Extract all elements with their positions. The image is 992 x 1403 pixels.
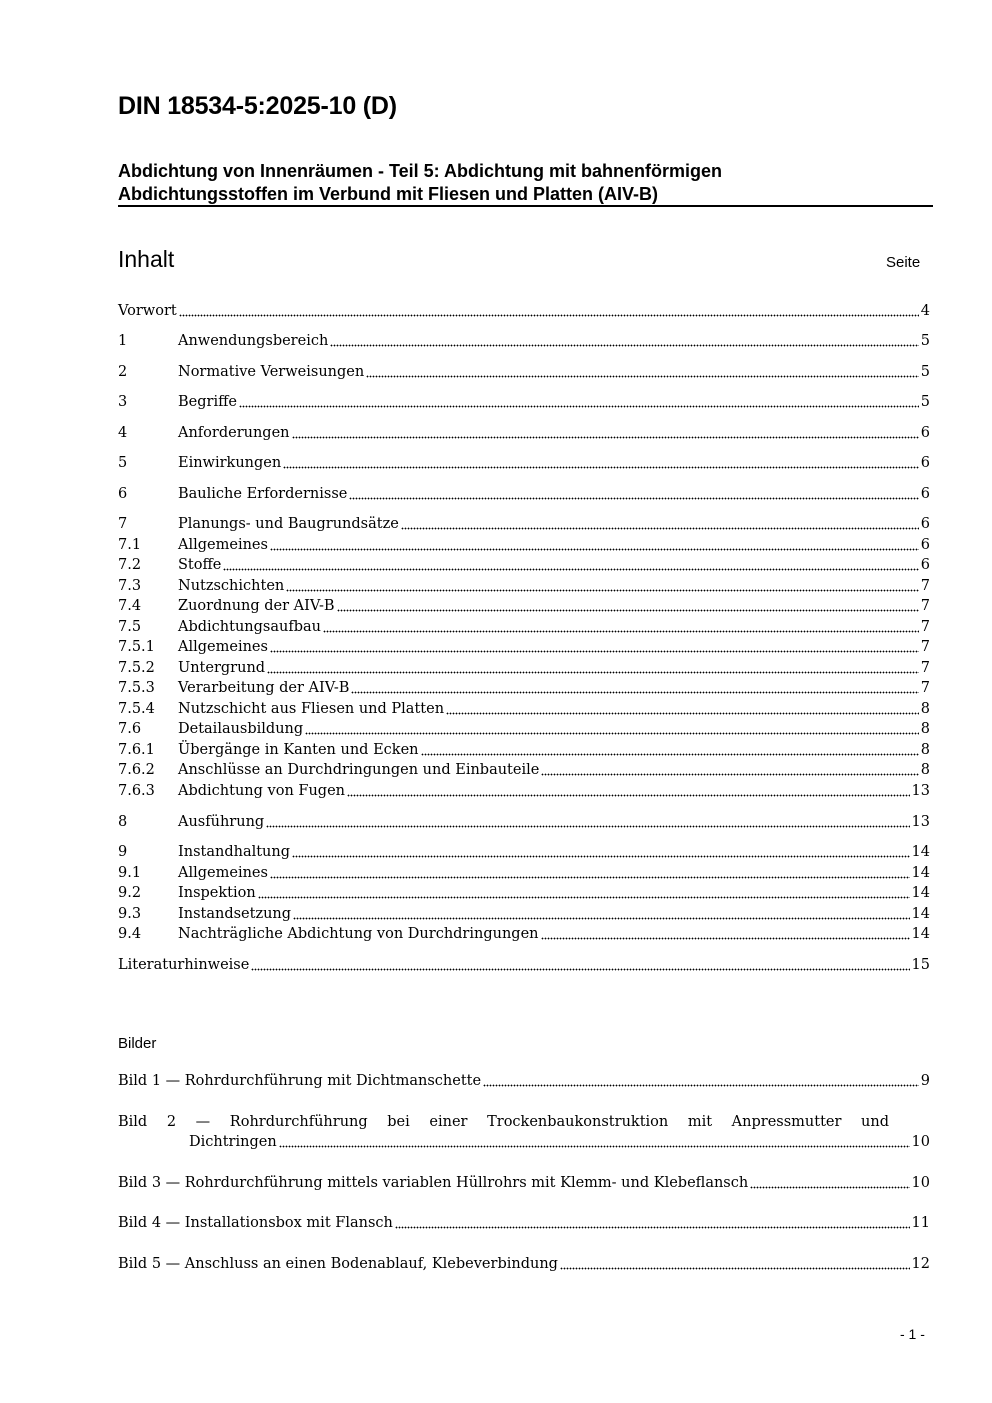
toc-entry-page: 6 — [920, 455, 930, 471]
toc-leader-dots — [279, 1136, 910, 1148]
figure-entry-page: 11 — [911, 1215, 930, 1231]
toc-entry-page: 8 — [920, 701, 930, 717]
toc-entry-page: 6 — [920, 425, 930, 441]
contents-heading: Inhalt — [118, 246, 175, 272]
figure-entry-title: Bild 1 — Rohrdurchführung mit Dichtmanschette — [118, 1073, 482, 1089]
toc-entry-7-6[interactable] — [118, 719, 930, 739]
toc-entry-number: 7 — [118, 516, 128, 532]
toc-entry-9-1[interactable] — [118, 863, 930, 883]
toc-leader-dots — [541, 928, 910, 940]
toc-entry-7-5-1[interactable] — [118, 637, 930, 657]
toc-leader-dots — [347, 785, 910, 797]
toc-entry-5[interactable] — [118, 453, 930, 473]
toc-entry-title: Detailausbildung — [178, 721, 304, 737]
toc-entry-title: Allgemeines — [178, 639, 268, 655]
toc-entry-title: Zuordnung der AIV-B — [178, 598, 335, 614]
toc-entry-page: 7 — [920, 680, 930, 696]
toc-entry-page: 6 — [920, 537, 930, 553]
toc-entry-title: Verarbeitung der AIV-B — [178, 680, 350, 696]
toc-entry-page: 8 — [920, 762, 930, 778]
toc-entry-page: 14 — [911, 865, 930, 881]
toc-entry-page: 7 — [920, 660, 930, 676]
toc-entry-title: Anschlüsse an Durchdringungen und Einbauteile — [178, 762, 540, 778]
toc-leader-dots — [305, 723, 919, 735]
toc-leader-dots — [270, 539, 919, 551]
toc-leader-dots — [179, 305, 919, 317]
toc-entry-title: Ausführung — [178, 814, 265, 830]
toc-leader-dots — [330, 335, 918, 347]
page-number: - 1 - — [900, 1326, 925, 1342]
figure-entry-page: 9 — [920, 1073, 930, 1089]
toc-entry-number: 9.1 — [118, 865, 142, 881]
toc-leader-dots — [267, 662, 919, 674]
page-column-label: Seite — [886, 254, 921, 271]
toc-entry-9[interactable] — [118, 842, 930, 862]
toc-entry-number: 9.4 — [118, 926, 142, 942]
toc-entry-title: Nutzschicht aus Fliesen und Platten — [178, 701, 445, 717]
toc-leader-dots — [286, 580, 919, 592]
toc-leader-dots — [446, 703, 919, 715]
toc-entry-page: 7 — [920, 619, 930, 635]
toc-entry-title: Einwirkungen — [178, 455, 282, 471]
toc-entry-page: 7 — [920, 639, 930, 655]
figure-entry-title: Bild 5 — Anschluss an einen Bodenablauf, Klebeverbindung — [118, 1256, 558, 1272]
toc-entry-4[interactable] — [118, 423, 930, 443]
toc-entry-number: 4 — [118, 425, 128, 441]
toc-entry-title: Allgemeines — [178, 537, 268, 553]
figure-entry-page: 10 — [911, 1134, 930, 1150]
toc-entry-number: 5 — [118, 455, 128, 471]
toc-entry-page: 6 — [920, 516, 930, 532]
toc-entry-title: Instandsetzung — [178, 906, 292, 922]
toc-entry-7-5-4[interactable] — [118, 699, 930, 719]
figure-entry-title: Bild 3 — Rohrdurchführung mittels variablen Hüllrohrs mit Klemm- und Klebeflansch — [118, 1175, 749, 1191]
toc-entry-9-2[interactable] — [118, 883, 930, 903]
toc-entry-title: Nutzschichten — [178, 578, 285, 594]
toc-entry-number: 6 — [118, 486, 128, 502]
toc-entry-number: 1 — [118, 333, 128, 349]
figure-entry-title-continued: Dichtringen — [189, 1134, 277, 1150]
toc-entry-page: 14 — [911, 844, 930, 860]
toc-leader-dots — [293, 908, 909, 920]
toc-entry-title: Anwendungsbereich — [178, 333, 329, 349]
toc-entry-number: 7.6.2 — [118, 762, 155, 778]
toc-entry-page: 14 — [911, 885, 930, 901]
toc-entry-number: 3 — [118, 394, 128, 410]
toc-leader-dots — [366, 366, 919, 378]
toc-entry-title: Instandhaltung — [178, 844, 291, 860]
toc-entry-number: 7.5.4 — [118, 701, 155, 717]
toc-entry-3[interactable] — [118, 392, 930, 412]
figure-entry-2-line-2[interactable] — [189, 1132, 930, 1152]
toc-entry-title: Vorwort — [118, 303, 177, 319]
toc-entry-title: Normative Verweisungen — [178, 364, 365, 380]
toc-entry-page: 6 — [920, 486, 930, 502]
toc-entry-7-5-3[interactable] — [118, 678, 930, 698]
toc-leader-dots — [270, 641, 919, 653]
toc-entry-page: 5 — [920, 364, 930, 380]
toc-entry-6[interactable] — [118, 484, 930, 504]
figure-entry-5[interactable] — [118, 1254, 930, 1274]
toc-entry-title: Stoffe — [178, 557, 222, 573]
toc-entry-7-1[interactable] — [118, 535, 930, 555]
figure-entry-page: 10 — [911, 1175, 930, 1191]
toc-entry-page: 13 — [911, 814, 930, 830]
figure-entry-1[interactable] — [118, 1071, 930, 1091]
toc-leader-dots — [401, 518, 919, 530]
toc-entry-7-5-2[interactable] — [118, 658, 930, 678]
toc-entry-page: 6 — [920, 557, 930, 573]
toc-entry-title: Abdichtungsaufbau — [178, 619, 321, 635]
document-title-line-1: Abdichtung von Innenräumen - Teil 5: Abdichtung mit bahnenförmigen — [118, 161, 722, 181]
toc-entry-page: 8 — [920, 742, 930, 758]
toc-leader-dots — [323, 621, 919, 633]
figures-heading: Bilder — [118, 1035, 157, 1052]
toc-leader-dots — [750, 1177, 909, 1189]
toc-entry-7-6-2[interactable] — [118, 760, 930, 780]
toc-leader-dots — [258, 887, 910, 899]
toc-entry-7-4[interactable] — [118, 596, 930, 616]
toc-leader-dots — [266, 816, 909, 828]
toc-entry-title: Anforderungen — [178, 425, 290, 441]
toc-entry-page: 7 — [920, 598, 930, 614]
toc-leader-dots — [560, 1258, 910, 1270]
toc-entry-page: 15 — [911, 957, 930, 973]
toc-entry-page: 14 — [911, 926, 930, 942]
toc-entry-9-3[interactable] — [118, 904, 930, 924]
toc-entry-title: Allgemeines — [178, 865, 268, 881]
toc-entry-number: 7.5.2 — [118, 660, 155, 676]
document-id: DIN 18534-5:2025-10 (D) — [118, 92, 397, 120]
toc-entry-page: 5 — [920, 394, 930, 410]
toc-entry-page: 14 — [911, 906, 930, 922]
toc-entry-number: 7.5.3 — [118, 680, 155, 696]
figure-entry-page: 12 — [911, 1256, 930, 1272]
figure-entry-title: Bild 2 — Rohrdurchführung bei einer Trockenbaukonstruktion mit Anpressmutter und — [118, 1114, 889, 1130]
toc-leader-dots — [292, 846, 910, 858]
toc-leader-dots — [483, 1075, 919, 1087]
toc-entry-number: 7.6 — [118, 721, 142, 737]
toc-entry-7-2[interactable] — [118, 555, 930, 575]
toc-entry-title: Nachträgliche Abdichtung von Durchdringungen — [178, 926, 539, 942]
document-title — [118, 160, 933, 206]
toc-entry-title: Begriffe — [178, 394, 237, 410]
toc-entry-title: Abdichtung von Fugen — [178, 783, 345, 799]
toc-leader-dots — [349, 488, 918, 500]
toc-entry-bibliography[interactable] — [118, 955, 930, 975]
toc-leader-dots — [270, 867, 910, 879]
toc-leader-dots — [239, 396, 919, 408]
toc-entry-number: 7.5.1 — [118, 639, 155, 655]
toc-entry-number: 7.3 — [118, 578, 142, 594]
toc-leader-dots — [283, 457, 919, 469]
toc-leader-dots — [395, 1217, 910, 1229]
toc-entry-foreword[interactable] — [118, 301, 930, 321]
toc-entry-number: 7.6.3 — [118, 783, 155, 799]
toc-entry-number: 7.4 — [118, 598, 142, 614]
toc-entry-title: Inspektion — [178, 885, 256, 901]
toc-entry-number: 9 — [118, 844, 128, 860]
figure-entry-title: Bild 4 — Installationsbox mit Flansch — [118, 1215, 393, 1231]
toc-entry-page: 8 — [920, 721, 930, 737]
toc-entry-number: 9.2 — [118, 885, 142, 901]
toc-leader-dots — [251, 959, 909, 971]
toc-entry-page: 4 — [920, 303, 930, 319]
toc-entry-7[interactable] — [118, 514, 930, 534]
toc-entry-number: 8 — [118, 814, 128, 830]
toc-entry-page: 5 — [920, 333, 930, 349]
toc-leader-dots — [292, 427, 919, 439]
document-title-line-2: Abdichtungsstoffen im Verbund mit Fliesen und Platten (AIV-B) — [118, 184, 659, 204]
toc-entry-title: Untergrund — [178, 660, 266, 676]
toc-leader-dots — [223, 559, 918, 571]
toc-entry-7-6-3[interactable] — [118, 781, 930, 801]
title-divider — [118, 205, 933, 207]
toc-entry-7-5[interactable] — [118, 617, 930, 637]
figure-entry-2-line-1[interactable] — [118, 1112, 889, 1132]
toc-entry-1[interactable] — [118, 331, 930, 351]
toc-entry-page: 7 — [920, 578, 930, 594]
toc-entry-8[interactable] — [118, 812, 930, 832]
figure-entry-4[interactable] — [118, 1213, 930, 1233]
figure-entry-3[interactable] — [118, 1173, 930, 1193]
toc-leader-dots — [337, 600, 919, 612]
toc-entry-9-4[interactable] — [118, 924, 930, 944]
toc-entry-number: 7.1 — [118, 537, 142, 553]
toc-entry-title: Planungs- und Baugrundsätze — [178, 516, 399, 532]
toc-entry-number: 2 — [118, 364, 128, 380]
toc-entry-title: Bauliche Erfordernisse — [178, 486, 348, 502]
toc-leader-dots — [351, 682, 918, 694]
toc-entry-2[interactable] — [118, 362, 930, 382]
toc-entry-title: Literaturhinweise — [118, 957, 250, 973]
toc-entry-title: Übergänge in Kanten und Ecken — [178, 742, 419, 758]
toc-entry-number: 7.5 — [118, 619, 142, 635]
toc-entry-7-3[interactable] — [118, 576, 930, 596]
toc-entry-number: 7.2 — [118, 557, 142, 573]
toc-entry-7-6-1[interactable] — [118, 740, 930, 760]
toc-leader-dots — [421, 744, 919, 756]
toc-entry-page: 13 — [911, 783, 930, 799]
toc-leader-dots — [541, 764, 918, 776]
toc-entry-number: 9.3 — [118, 906, 142, 922]
toc-entry-number: 7.6.1 — [118, 742, 155, 758]
